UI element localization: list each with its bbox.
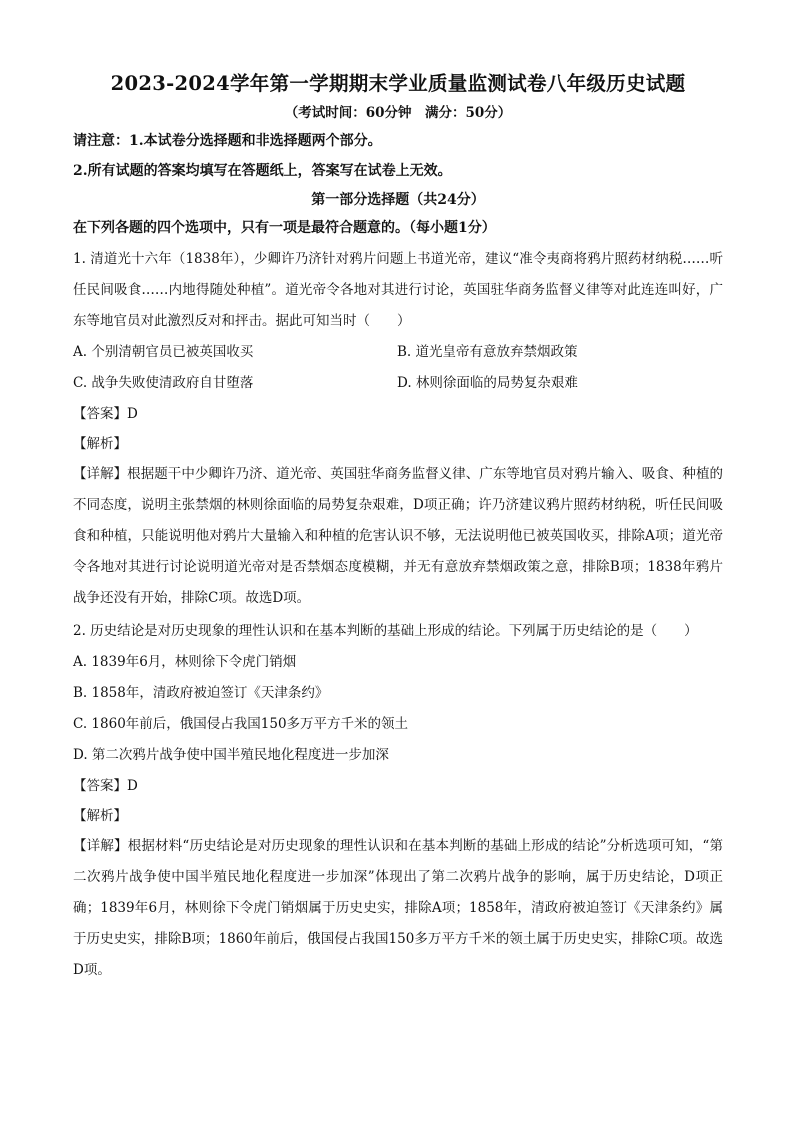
- option-a: A. 1839年6月，林则徐下令虎门销烟: [73, 654, 297, 670]
- exam-info: （考试时间：60分钟 满分：50分）: [284, 105, 512, 121]
- option-b: B. 道光皇帝有意放弃禁烟政策: [397, 344, 578, 360]
- question-2: [73, 616, 723, 986]
- analysis-label: 【解析】: [73, 436, 127, 452]
- exam-page: [73, 60, 723, 986]
- option-d: D. 林则徐面临的局势复杂艰难: [397, 375, 578, 391]
- section-instruction: 在下列各题的四个选项中，只有一项是最符合题意的。（每小题1分）: [73, 220, 496, 236]
- answer-label: 【答案】D: [73, 778, 138, 794]
- question-stem: 2. 历史结论是对历史现象的理性认识和在基本判断的基础上形成的结论。下列属于历史结论的是（ ）: [73, 623, 698, 639]
- page-title: 2023-2024学年第一学期期末学业质量监测试卷八年级历史试题: [110, 72, 686, 95]
- option-c: C. 战争失败使清政府自甘堕落: [73, 375, 254, 391]
- question-stem: 1. 清道光十六年（1838年），少卿许乃济针对鸦片问题上书道光帝，建议“准令夷商将鸦片照药材纳税……听任民间吸食……内地得随处种植”。道光帝令各地对其进行讨论，英国驻华商务监督义律等对此连连叫好，广东等地官员对此激烈反对和抨击。据此可知当时（ ）: [73, 251, 723, 329]
- question-1: [73, 244, 723, 614]
- option-d: D. 第二次鸦片战争使中国半殖民地化程度进一步加深: [73, 747, 389, 763]
- option-c: C. 1860年前后，俄国侵占我国150多万平方千米的领土: [73, 716, 409, 732]
- analysis-label: 【解析】: [73, 808, 127, 824]
- option-grid: [73, 337, 723, 399]
- detail-explanation: 【详解】根据材料“历史结论是对历史现象的理性认识和在基本判断的基础上形成的结论”分析选项可知，“第二次鸦片战争使中国半殖民地化程度进一步加深”体现出了第二次鸦片战争的影响，属于历史结论，D项正确；1839年6月，林则徐下令虎门销烟属于历史史实，排除A项；1858年，清政府被迫签订《天津条约》属于历史史实，排除B项；1860年前后，俄国侵占我国150多万平方千米的领土属于历史史实，排除C项。故选D项。: [73, 838, 723, 978]
- option-b: B. 1858年，清政府被迫签订《天津条约》: [73, 685, 329, 701]
- note-line-2: 2.所有试题的答案均填写在答题纸上，答案写在试卷上无效。: [73, 163, 452, 179]
- section-title: 第一部分选择题（共24分）: [311, 192, 485, 208]
- option-a: A. 个别清朝官员已被英国收买: [73, 344, 254, 360]
- detail-explanation: 【详解】根据题干中少卿许乃济、道光帝、英国驻华商务监督义律、广东等地官员对鸦片输入、吸食、种植的不同态度，说明主张禁烟的林则徐面临的局势复杂艰难，D项正确；许乃济建议鸦片照药材纳税，听任民间吸食和种植，只能说明他对鸦片大量输入和种植的危害认识不够，无法说明他已被英国收买，排除A项；道光帝令各地对其进行讨论说明道光帝对是否禁烟态度模糊，并无有意放弃禁烟政策之意，排除B项；1838年鸦片战争还没有开始，排除C项。故选D项。: [73, 466, 723, 606]
- answer-label: 【答案】D: [73, 406, 138, 422]
- note-line-1: 请注意：1.本试卷分选择题和非选择题两个部分。: [73, 133, 382, 149]
